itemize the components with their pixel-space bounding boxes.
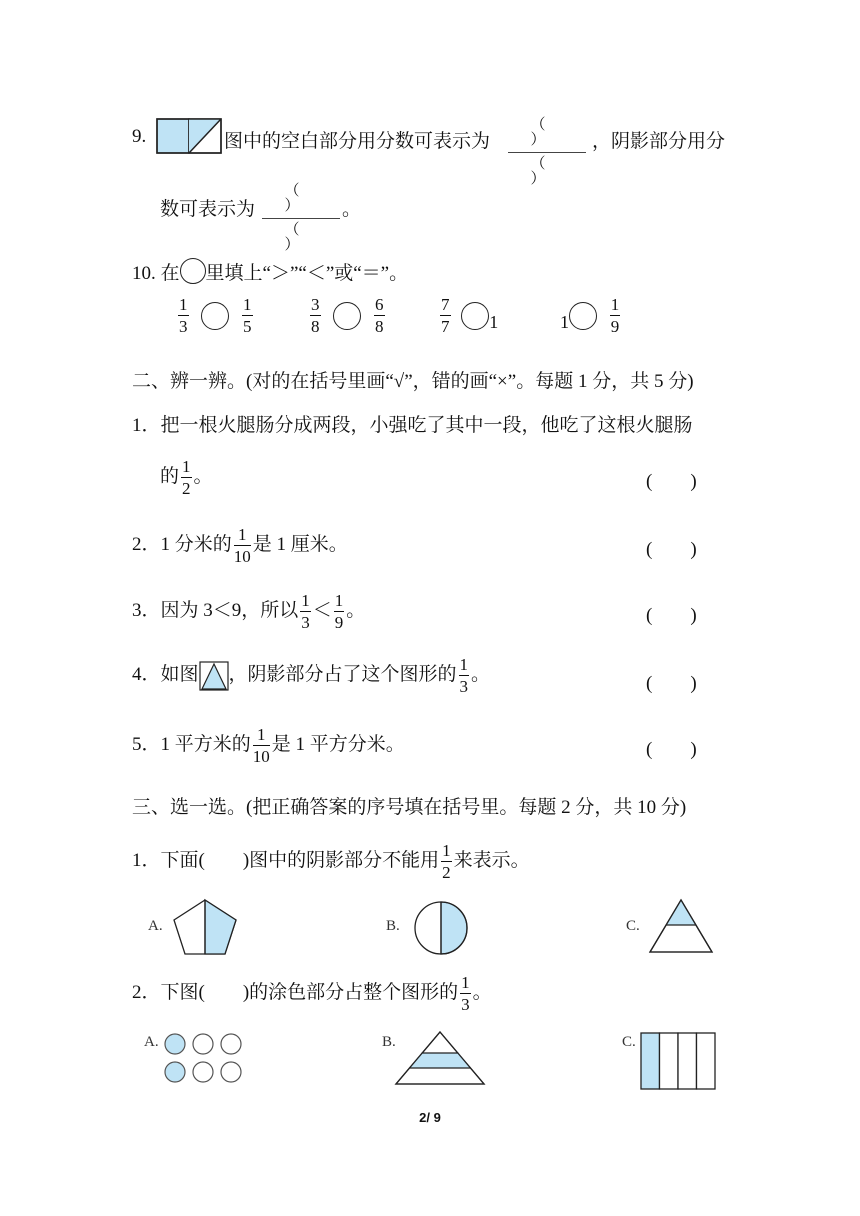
fraction: $\frac{1}{10}$	[252, 725, 270, 766]
s2-q2-answer[interactable]: ( )	[646, 539, 697, 560]
q9-text3: 数可表示为	[160, 199, 256, 220]
compare-circle-2[interactable]	[333, 302, 361, 330]
half-circle-option-icon[interactable]	[412, 900, 470, 956]
q9-number: 9.	[132, 126, 147, 147]
s2-q3-answer[interactable]: ( )	[646, 605, 697, 626]
layered-triangle-option-icon[interactable]	[394, 1030, 486, 1086]
q10-item-2	[308, 296, 387, 335]
q9-figure	[156, 118, 222, 154]
fraction: $\frac{1}{3}$	[301, 591, 310, 632]
compare-circle-3[interactable]	[461, 302, 489, 330]
s2-q4-answer[interactable]: ( )	[646, 673, 697, 694]
compare-circle-1[interactable]	[201, 302, 229, 330]
s3-q1-option-a-label: A.	[148, 918, 163, 934]
pentagon-option-icon[interactable]	[172, 898, 238, 956]
section3-title: 三、选一选。(把正确答案的序号填在括号里。每题 2 分，共 10 分)	[132, 797, 687, 818]
q9-text2: ，阴影部分用分	[592, 131, 726, 152]
s2-q4: 4．如图 ，阴影部分占了这个图形的 $\frac{1}{3}$ 。	[132, 655, 491, 696]
circles-option-icon[interactable]	[162, 1032, 246, 1086]
fraction: $\frac{1}{3}$	[179, 295, 188, 336]
number-one: 1	[489, 311, 499, 332]
rectangle-strips-option-icon[interactable]	[640, 1032, 716, 1090]
fraction: $\frac{1}{2}$	[182, 457, 191, 498]
s3-q2-option-a-label: A.	[144, 1034, 159, 1050]
s3-q2-option-b-label: B.	[382, 1034, 396, 1050]
page-number: 2/ 9	[419, 1110, 441, 1125]
q10-item-1	[176, 296, 255, 335]
circle-icon	[180, 258, 206, 284]
q10-item-4	[560, 296, 622, 335]
fraction: $\frac{1}{2}$	[442, 841, 451, 882]
s2-q5-answer[interactable]: ( )	[646, 739, 697, 760]
q10-number: 10.	[132, 263, 156, 284]
s2-q2: 2．1 分米的 $\frac{1}{10}$ 是 1 厘米。	[132, 525, 348, 566]
fraction: $\frac{1}{3}$	[461, 973, 470, 1014]
fraction: $\frac{3}{8}$	[311, 295, 320, 336]
s2-q3: 3．因为 3＜9，所以 $\frac{1}{3}$ ＜ $\frac{1}{9}$ 。	[132, 591, 366, 632]
number-one: 1	[560, 311, 569, 332]
section2-title: 二、辨一辨。(对的在括号里画“√”，错的画“×”。每题 1 分，共 5 分)	[132, 371, 694, 392]
s2-q1-line1: 1．把一根火腿肠分成两段，小强吃了其中一段，他吃了这根火腿肠	[132, 415, 693, 436]
q9-text1: 图中的空白部分用分数可表示为	[224, 131, 491, 152]
fraction: $\frac{1}{10}$	[233, 525, 251, 566]
s2-q1-line2: 的 $\frac{1}{2}$ 。	[160, 457, 213, 498]
q10-prompt	[132, 258, 408, 285]
fraction: $\frac{1}{3}$	[459, 655, 469, 696]
q9-answer-blank-1[interactable]: （ ） （ ）	[508, 118, 586, 187]
fraction: $\frac{1}{9}$	[610, 295, 620, 336]
q9-answer-blank-2[interactable]: （ ） （ ）	[262, 184, 340, 253]
s3-q2: 2．下图( )的涂色部分占整个图形的 $\frac{1}{3}$ 。	[132, 973, 492, 1014]
s3-q1: 1．下面( )图中的阴影部分不能用 $\frac{1}{2}$ 来表示。	[132, 841, 530, 882]
fraction: $\frac{1}{5}$	[243, 295, 252, 336]
q10-pre: 在	[160, 263, 180, 284]
s3-q1-option-b-label: B.	[386, 918, 400, 934]
s3-q2-option-c-label: C.	[622, 1034, 636, 1050]
q10-item-3	[438, 296, 498, 335]
q10-post: 里填上“＞”“＜”或“＝”。	[205, 263, 409, 284]
fraction: $\frac{7}{7}$	[441, 295, 450, 336]
triangle-figure-icon	[199, 661, 229, 691]
triangle-option-icon[interactable]	[648, 898, 714, 954]
q9-text4: 。	[342, 199, 362, 220]
s2-q1-answer[interactable]: ( )	[646, 471, 697, 492]
s2-q5: 5．1 平方米的 $\frac{1}{10}$ 是 1 平方分米。	[132, 725, 405, 766]
fraction: $\frac{1}{9}$	[334, 591, 344, 632]
fraction: $\frac{6}{8}$	[375, 295, 384, 336]
s3-q1-option-c-label: C.	[626, 918, 640, 934]
compare-circle-4[interactable]	[569, 302, 597, 330]
